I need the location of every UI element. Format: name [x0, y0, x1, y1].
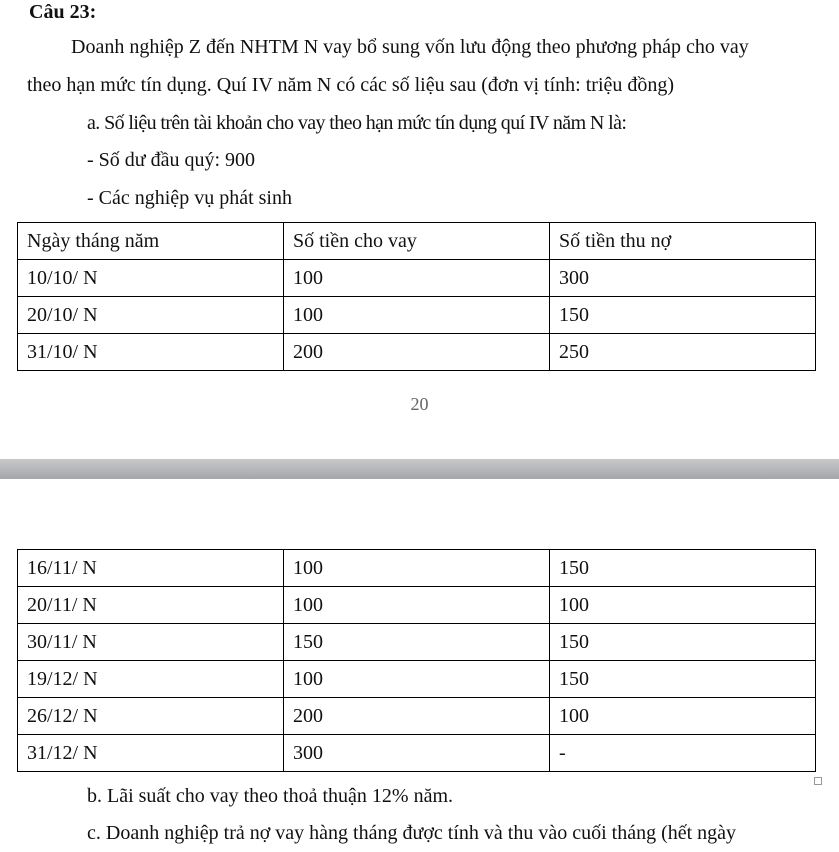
- table-header-row: [18, 223, 816, 260]
- header-repayment-amount: Số tiền thu nợ: [550, 223, 816, 260]
- cell-repayment: 100: [550, 698, 816, 735]
- cell-date: 31/10/ N: [18, 334, 284, 371]
- cell-repayment: 150: [550, 661, 816, 698]
- table-row: [18, 587, 816, 624]
- table-resize-handle[interactable]: [814, 777, 822, 785]
- table-row: [18, 698, 816, 735]
- page-break-separator: [0, 459, 839, 479]
- item-a-text: a. Số liệu trên tài khoản cho vay theo hạn mức tín dụng quí IV năm N là:: [87, 112, 627, 134]
- intro-line-1: Doanh nghiệp Z đến NHTM N vay bổ sung vốn lưu động theo phương pháp cho vay: [71, 36, 749, 58]
- cell-date: 31/12/ N: [18, 735, 284, 772]
- cell-loan: 100: [284, 260, 550, 297]
- table-row: [18, 297, 816, 334]
- table-row: [18, 334, 816, 371]
- cell-loan: 300: [284, 735, 550, 772]
- cell-date: 26/12/ N: [18, 698, 284, 735]
- intro-line-2: theo hạn mức tín dụng. Quí IV năm N có các số liệu sau (đơn vị tính: triệu đồng): [27, 74, 675, 96]
- cell-repayment: -: [550, 735, 816, 772]
- cell-date: 19/12/ N: [18, 661, 284, 698]
- cell-date: 20/10/ N: [18, 297, 284, 334]
- cell-date: 16/11/ N: [18, 550, 284, 587]
- table-row: [18, 624, 816, 661]
- page-break-gap: [0, 418, 839, 540]
- header-loan-amount: Số tiền cho vay: [284, 223, 550, 260]
- cell-repayment: 250: [550, 334, 816, 371]
- question-title: Câu 23:: [29, 1, 97, 23]
- table-row: [18, 260, 816, 297]
- cell-loan: 200: [284, 698, 550, 735]
- cell-loan: 100: [284, 550, 550, 587]
- cell-loan: 100: [284, 297, 550, 334]
- page-number: 20: [410, 394, 429, 414]
- cell-loan: 150: [284, 624, 550, 661]
- table-row: [18, 661, 816, 698]
- table-row: [18, 550, 816, 587]
- cell-date: 20/11/ N: [18, 587, 284, 624]
- item-c-text: c. Doanh nghiệp trả nợ vay hàng tháng được tính và thu vào cuối tháng (hết ngày: [87, 822, 737, 844]
- header-date: Ngày tháng năm: [18, 223, 284, 260]
- cell-repayment: 100: [550, 587, 816, 624]
- cell-loan: 100: [284, 587, 550, 624]
- transactions-label: - Các nghiệp vụ phát sinh: [87, 187, 292, 209]
- cell-repayment: 300: [550, 260, 816, 297]
- item-b-text: b. Lãi suất cho vay theo thoả thuận 12% năm.: [87, 785, 454, 807]
- table-row: [18, 735, 816, 772]
- transactions-table-part-1: [17, 222, 816, 371]
- cell-repayment: 150: [550, 624, 816, 661]
- cell-loan: 100: [284, 661, 550, 698]
- transactions-table-part-2: [17, 549, 816, 772]
- cell-loan: 200: [284, 334, 550, 371]
- cell-date: 10/10/ N: [18, 260, 284, 297]
- opening-balance-text: - Số dư đầu quý: 900: [87, 149, 256, 171]
- cell-repayment: 150: [550, 550, 816, 587]
- cell-repayment: 150: [550, 297, 816, 334]
- cell-date: 30/11/ N: [18, 624, 284, 661]
